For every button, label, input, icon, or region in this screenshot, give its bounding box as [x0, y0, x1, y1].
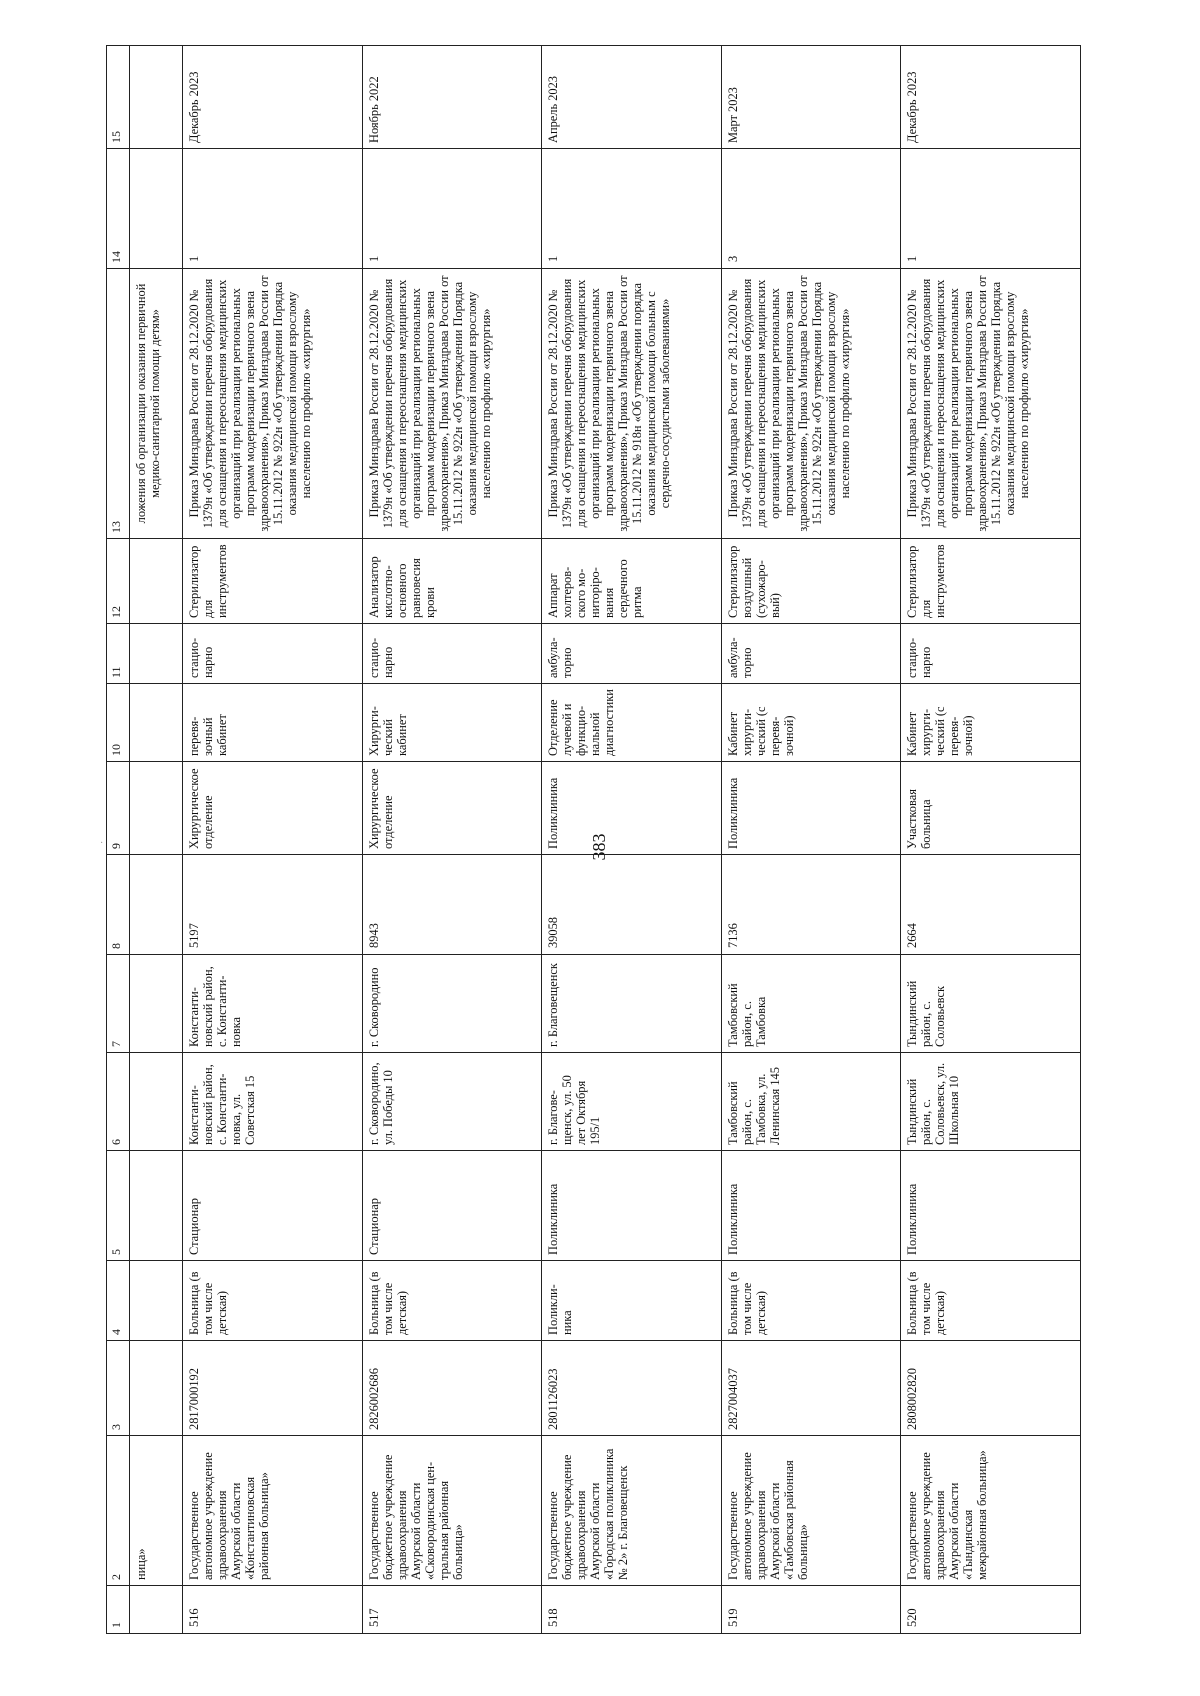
- cell-empty: [130, 1341, 183, 1436]
- continuation-row: [130, 46, 183, 1634]
- table-row: [183, 46, 363, 1634]
- col-number: 12: [107, 539, 130, 624]
- cell-quantity: 1: [901, 149, 1081, 269]
- cell-department: Поликлиника: [542, 762, 722, 855]
- cell-date: Апрель 2023: [542, 46, 722, 149]
- cell-empty: [130, 1586, 183, 1634]
- cell-inn: 2826002686: [362, 1341, 542, 1436]
- cell-quantity: 1: [542, 149, 722, 269]
- cell-org-type: Поликлиника: [542, 1261, 722, 1341]
- cell-date: Ноябрь 2022: [362, 46, 542, 149]
- cell-legal-basis: Приказ Минздрава России от 28.12.2020 № 1379н «Об утверждении перечня оборудования для оснащения и переоснащения медицинских организаций при реализации региональных программ модернизации первичного звена здравоохранения», Приказ Минздрава России от 15.11.2012 № 922н «Об утверждении Порядка оказания медицинской помощи взрослому населению по профилю «хирургия»: [362, 269, 542, 539]
- cell-quantity: 1: [362, 149, 542, 269]
- rotated-table-wrapper: [106, 46, 1081, 1634]
- col-number: 7: [107, 955, 130, 1053]
- cell-inn: 2817000192: [183, 1341, 363, 1436]
- cell-cabinet: Кабинет хирургический (с перевязочной): [901, 684, 1081, 762]
- cell-org-type: Больница (в том числе детская): [721, 1261, 901, 1341]
- table-row: [721, 46, 901, 1634]
- col-number: 8: [107, 855, 130, 955]
- cell-date: Март 2023: [721, 46, 901, 149]
- table-row: [901, 46, 1081, 1634]
- cell-cabinet: Хирургический кабинет: [362, 684, 542, 762]
- cell-empty: [130, 46, 183, 149]
- equipment-table: [106, 45, 1081, 1634]
- col-number: 13: [107, 269, 130, 539]
- cell-unit-type: Поликлиника: [542, 1151, 722, 1261]
- cell-org-name: Государственное автономное учреждение здравоохранения Амурской области «Тындинская межрайонная больница»: [901, 1436, 1081, 1586]
- cell-empty: [130, 855, 183, 955]
- cell-row-number: 516: [183, 1586, 363, 1634]
- cell-address: г. Сковородино, ул. Победы 10: [362, 1053, 542, 1151]
- cell-org-type: Больница (в том числе детская): [183, 1261, 363, 1341]
- cell-equipment: Аппарат холтеровского мониторiрования сердечного ритма: [542, 539, 722, 624]
- cell-org-type: Больница (в том числе детская): [901, 1261, 1081, 1341]
- cell-locality: Константиновский район, с. Константиновка: [183, 955, 363, 1053]
- cell-legal-basis-cont: ложения об организации оказания первичной медико-санитарной помощи детям»: [130, 269, 183, 539]
- cell-locality: г. Сковородино: [362, 955, 542, 1053]
- cell-population: 39058: [542, 855, 722, 955]
- cell-population: 8943: [362, 855, 542, 955]
- cell-org-name: Государственное бюджетное учреждение здравоохранения Амурской области «Сковородинская центральная районная больница»: [362, 1436, 542, 1586]
- cell-department: Поликлиника: [721, 762, 901, 855]
- cell-org-name-cont: ница»: [130, 1436, 183, 1586]
- col-number: 11: [107, 624, 130, 684]
- cell-cabinet: перевязочный кабинет: [183, 684, 363, 762]
- col-number: 9: [107, 762, 130, 855]
- page-number: 383: [589, 833, 609, 861]
- cell-inn: 2827004037: [721, 1341, 901, 1436]
- col-number: 2: [107, 1436, 130, 1586]
- cell-equipment: Стерилизатор для инструментов: [901, 539, 1081, 624]
- cell-inn: 2808002820: [901, 1341, 1081, 1436]
- cell-care-form: стационарно: [183, 624, 363, 684]
- cell-locality: Тамбовский район, с. Тамбовка: [721, 955, 901, 1053]
- cell-equipment: Анализатор кислотно-основного равновесия крови: [362, 539, 542, 624]
- cell-empty: [130, 539, 183, 624]
- cell-legal-basis: Приказ Минздрава России от 28.12.2020 № 1379н «Об утверждении перечня оборудования для оснащения и переоснащения медицинских организаций при реализации региональных программ модернизации первичного звена здравоохранения», Приказ Минздрава России от 15.11.2012 № 918н «Об утверждении порядка оказания медицинской помощи больным с сердечно-сосудистыми заболеваниями»: [542, 269, 722, 539]
- cell-care-form: стационарно: [362, 624, 542, 684]
- cell-equipment: Стерилизатор воздушный (сухожаровый): [721, 539, 901, 624]
- col-number: 10: [107, 684, 130, 762]
- cell-department: Хирургическое отделение: [362, 762, 542, 855]
- cell-equipment: Стерилизатор для инструментов: [183, 539, 363, 624]
- cell-org-name: Государственное бюджетное учреждение здравоохранения Амурской области «Городская поликлиника № 2» г. Благовещенск: [542, 1436, 722, 1586]
- cell-row-number: 519: [721, 1586, 901, 1634]
- column-number-row: [107, 46, 130, 1634]
- cell-date: Декабрь 2023: [183, 46, 363, 149]
- cell-date: Декабрь 2023: [901, 46, 1081, 149]
- cell-address: г. Благовещенск, ул. 50 лет Октября 195/1: [542, 1053, 722, 1151]
- cell-population: 2664: [901, 855, 1081, 955]
- cell-inn: 2801126023: [542, 1341, 722, 1436]
- cell-care-form: амбулаторно: [721, 624, 901, 684]
- cell-empty: [130, 762, 183, 855]
- cell-address: Константиновский район, с. Константиновка, ул. Советская 15: [183, 1053, 363, 1151]
- cell-unit-type: Стационар: [362, 1151, 542, 1261]
- cell-empty: [130, 955, 183, 1053]
- cell-address: Тындинский район, с. Соловьевск, ул. Школьная 10: [901, 1053, 1081, 1151]
- cell-department: Хирургическое отделение: [183, 762, 363, 855]
- cell-care-form: стационарно: [901, 624, 1081, 684]
- cell-org-name: Государственное автономное учреждение здравоохранения Амурской области «Тамбовская районная больница»: [721, 1436, 901, 1586]
- cell-empty: [130, 149, 183, 269]
- cell-org-name: Государственное автономное учреждение здравоохранения Амурской области «Константиновская районная больница»: [183, 1436, 363, 1586]
- cell-legal-basis: Приказ Минздрава России от 28.12.2020 № 1379н «Об утверждении перечня оборудования для оснащения и переоснащения медицинских организаций при реализации региональных программ модернизации первичного звена здравоохранения», Приказ Минздрава России от 15.11.2012 № 922н «Об утверждении Порядка оказания медицинской помощи взрослому населению по профилю «хирургия»: [721, 269, 901, 539]
- cell-address: Тамбовский район, с. Тамбовка, ул. Ленинская 145: [721, 1053, 901, 1151]
- scan-speck: ·: [100, 838, 104, 849]
- cell-org-type: Больница (в том числе детская): [362, 1261, 542, 1341]
- cell-legal-basis: Приказ Минздрава России от 28.12.2020 № 1379н «Об утверждении перечня оборудования для оснащения и переоснащения медицинских организаций при реализации региональных программ модернизации первичного звена здравоохранения», Приказ Минздрава России от 15.11.2012 № 922н «Об утверждении Порядка оказания медицинской помощи взрослому населению по профилю «хирургия»: [183, 269, 363, 539]
- cell-locality: Тындинский район, с. Соловьевск: [901, 955, 1081, 1053]
- col-number: 4: [107, 1261, 130, 1341]
- cell-empty: [130, 1261, 183, 1341]
- col-number: 1: [107, 1586, 130, 1634]
- cell-quantity: 3: [721, 149, 901, 269]
- cell-empty: [130, 1151, 183, 1261]
- table-row: [542, 46, 722, 1634]
- cell-quantity: 1: [183, 149, 363, 269]
- cell-unit-type: Стационар: [183, 1151, 363, 1261]
- cell-empty: [130, 684, 183, 762]
- cell-unit-type: Поликлиника: [901, 1151, 1081, 1261]
- cell-cabinet: Кабинет хирургический (с перевязочной): [721, 684, 901, 762]
- cell-population: 7136: [721, 855, 901, 955]
- cell-care-form: амбулаторно: [542, 624, 722, 684]
- cell-row-number: 518: [542, 1586, 722, 1634]
- cell-population: 5197: [183, 855, 363, 955]
- cell-row-number: 517: [362, 1586, 542, 1634]
- cell-unit-type: Поликлиника: [721, 1151, 901, 1261]
- cell-locality: г. Благовещенск: [542, 955, 722, 1053]
- col-number: 15: [107, 46, 130, 149]
- cell-cabinet: Отделение лучевой и функциональной диагностики: [542, 684, 722, 762]
- cell-department: Участковая больница: [901, 762, 1081, 855]
- cell-empty: [130, 624, 183, 684]
- col-number: 3: [107, 1341, 130, 1436]
- col-number: 5: [107, 1151, 130, 1261]
- col-number: 14: [107, 149, 130, 269]
- table-row: [362, 46, 542, 1634]
- cell-legal-basis: Приказ Минздрава России от 28.12.2020 № 1379н «Об утверждении перечня оборудования для оснащения и переоснащения медицинских организаций при реализации региональных программ модернизации первичного звена здравоохранения», Приказ Минздрава России от 15.11.2012 № 922н «Об утверждении Порядка оказания медицинской помощи взрослому населению по профилю «хирургия»: [901, 269, 1081, 539]
- col-number: 6: [107, 1053, 130, 1151]
- cell-empty: [130, 1053, 183, 1151]
- cell-row-number: 520: [901, 1586, 1081, 1634]
